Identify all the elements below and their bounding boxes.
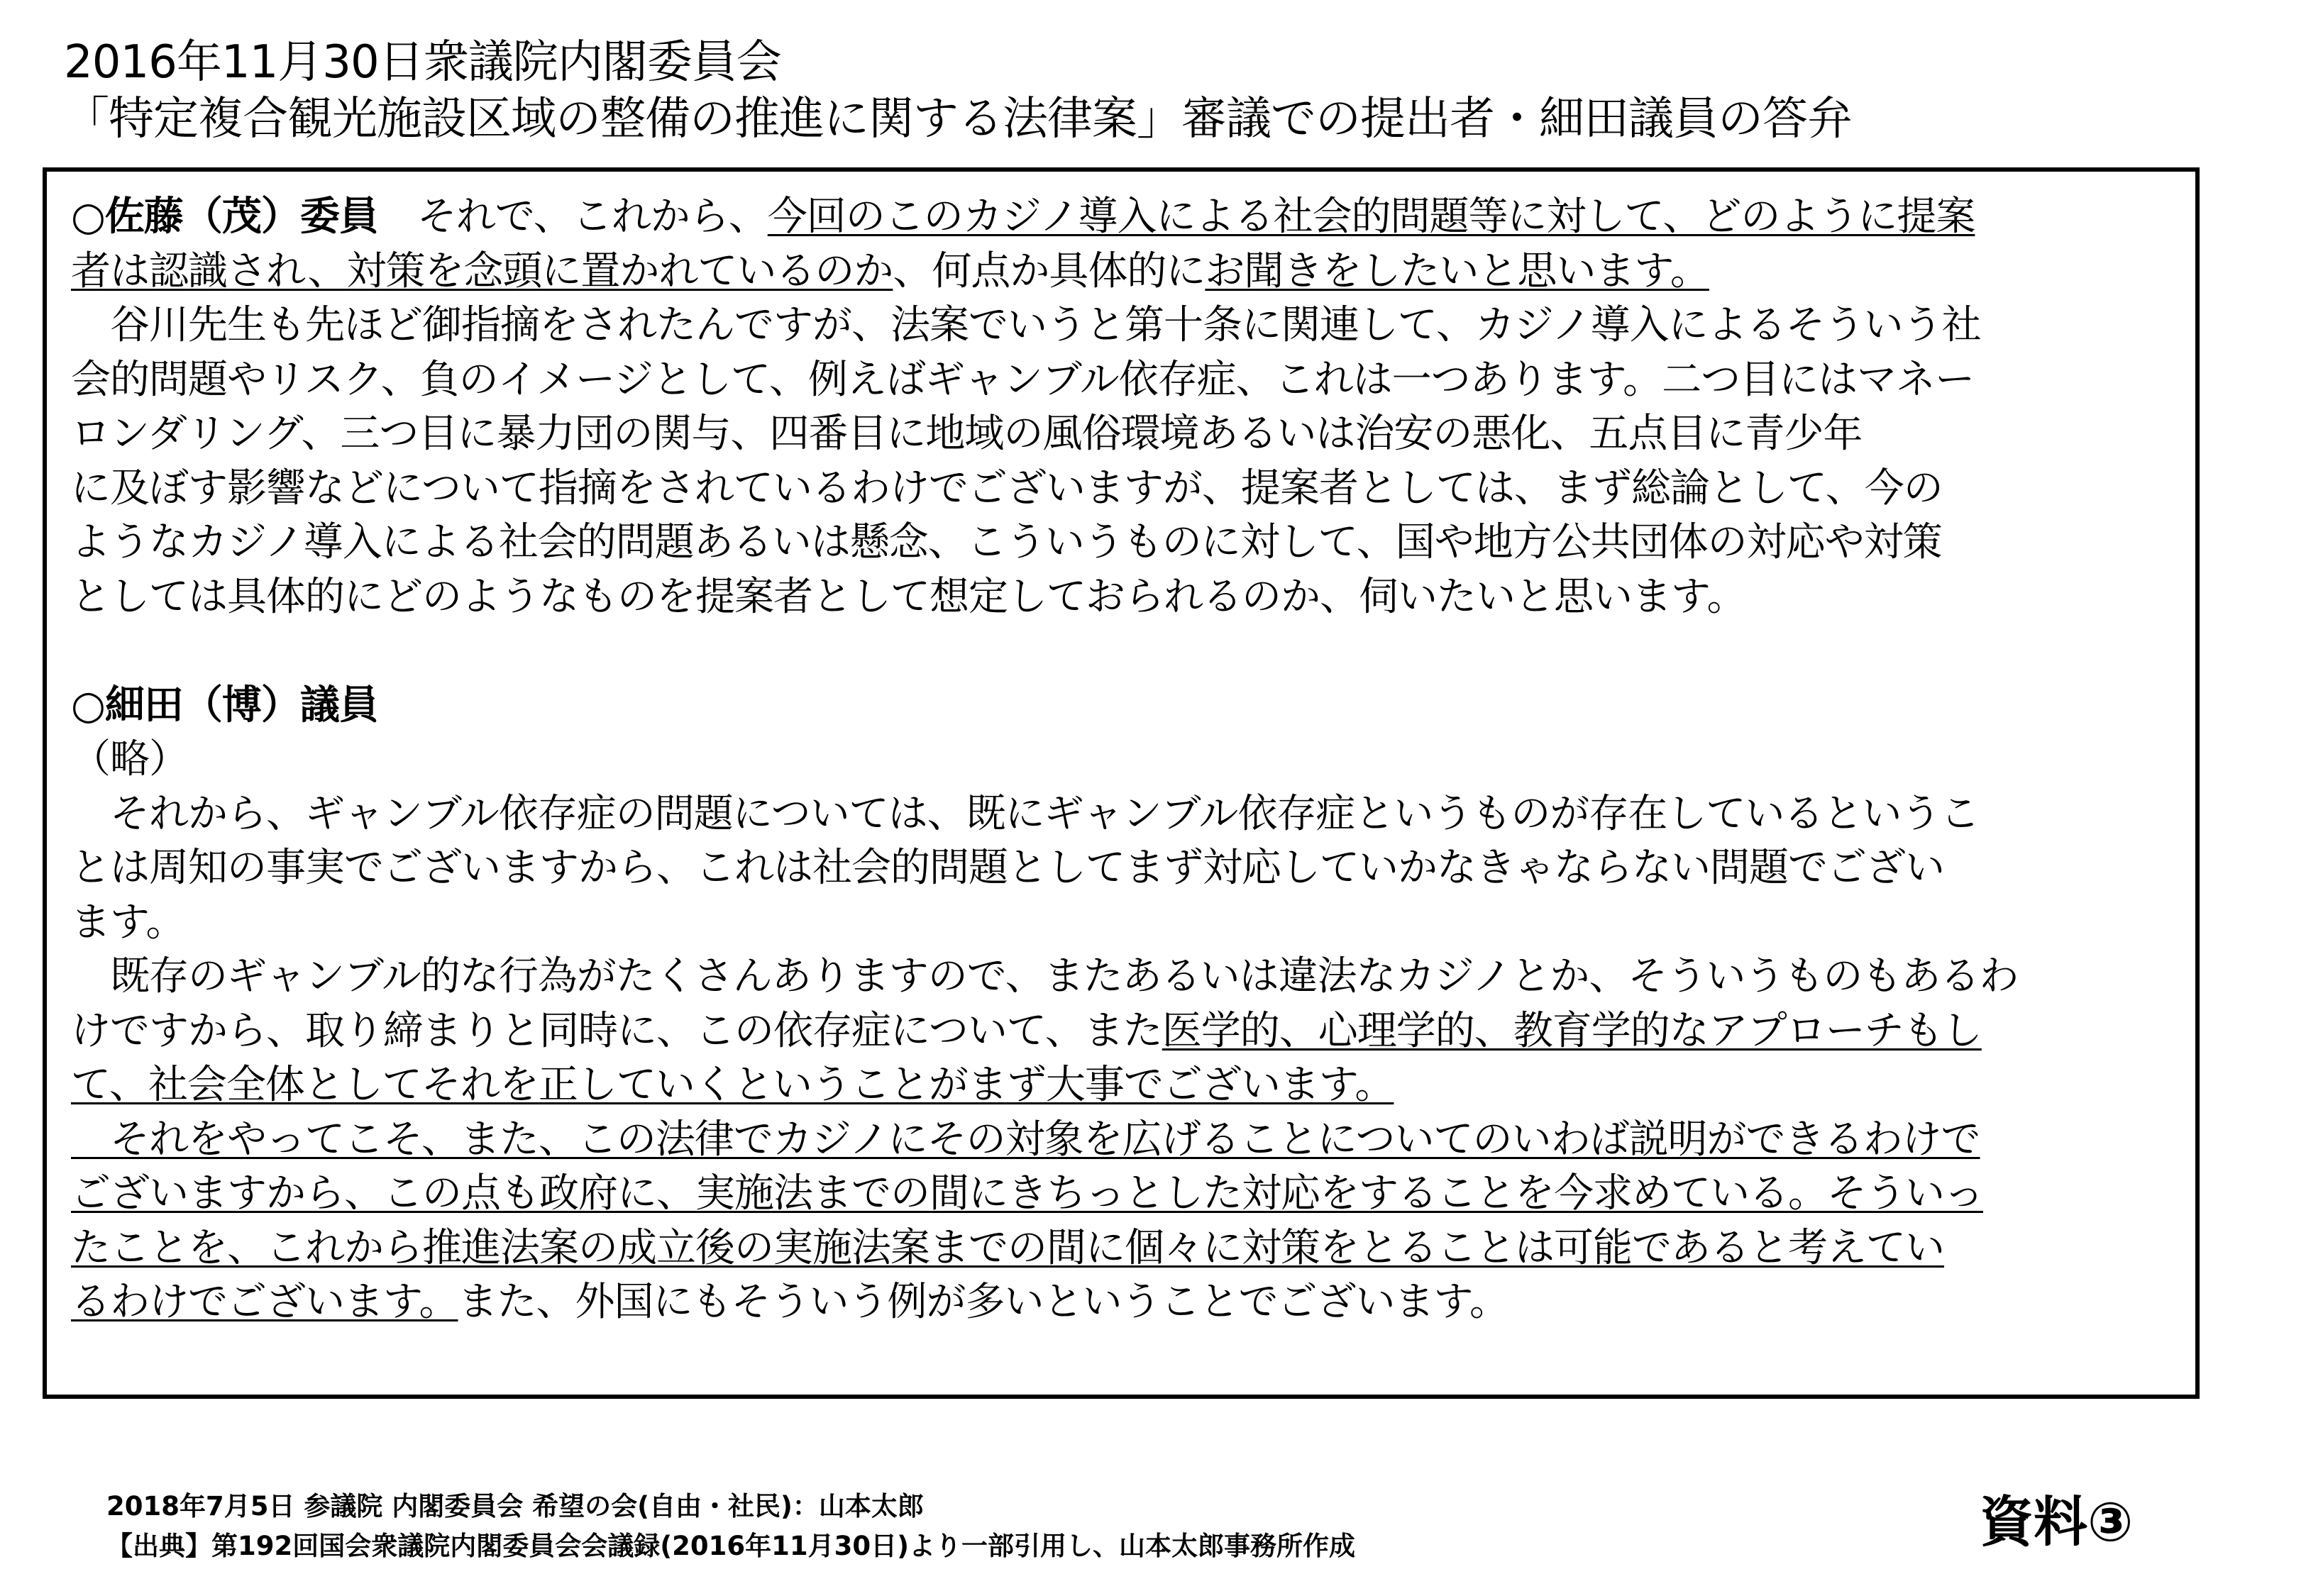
question-line-2 — [71, 245, 2171, 299]
answer-line-4: ます。 — [71, 899, 185, 946]
header-bill-title: 「特定複合観光施設区域の整備の推進に関する法律案」審議での提出者・細田議員の答弁 — [64, 93, 1852, 145]
footer-session-info: 2018年7月5日 参議院 内閣委員会 希望の会(自由・社民)：山本太郎 — [106, 1491, 924, 1522]
answer-line-7 — [71, 1058, 2171, 1113]
underlined-text: 今回のこのカジノ導入による社会的問題等に対して、どのように提案 — [767, 194, 1975, 240]
underlined-text: るわけでございます。 — [71, 1279, 458, 1325]
exhibit-label: 資料③ — [1980, 1490, 2134, 1553]
underlined-text: 医学的、心理学的、教育学的なアプローチもし — [1162, 1007, 1982, 1054]
footer-source: 【出典】第192回国会衆議院内閣委員会会議録(2016年11月30日)より一部引用し、山本太郎事務所作成 — [106, 1531, 1356, 1561]
answer-line-11 — [71, 1275, 2171, 1330]
answer-line-3: とは周知の事実でございますから、これは社会的問題としてまず対応していかなきゃならない問題でござい — [71, 845, 1944, 891]
answer-line-10 — [71, 1221, 2171, 1276]
spacer — [71, 624, 2171, 679]
answer-line-5: 既存のギャンブル的な行為がたくさんありますので、またあるいは違法なカジノとか、そういうものもあるわ — [71, 953, 2019, 999]
underlined-text: それをやってこそ、また、この法律でカジノにその対象を広げることについてのいわば説明ができるわけで — [71, 1116, 1980, 1163]
document-header — [64, 34, 2263, 148]
speaker-hosoda: ○細田（博）議員 — [71, 682, 378, 728]
document-footer — [106, 1487, 1355, 1566]
underlined-text: たことを、これから推進法案の成立後の実施法案までの間に個々に対策をとることは可能であると考えてい — [71, 1224, 1944, 1271]
speaker-sato: ○佐藤（茂）委員 — [71, 194, 378, 240]
underlined-text: て、社会全体としてそれを正していくということがまず大事でございます。 — [71, 1062, 1394, 1108]
answer-line-2: それから、ギャンブル依存症の問題については、既にギャンブル依存症というものが存在しているというこ — [71, 790, 1980, 837]
quote-box — [43, 167, 2200, 1399]
header-date-committee: 2016年11月30日衆議院内閣委員会 — [64, 36, 781, 89]
question-line-5: ロンダリング、三つ目に暴力団の関与、四番目に地域の風俗環境あるいは治安の悪化、五点目に青少年 — [71, 411, 1863, 457]
question-line-7: ようなカジノ導入による社会的問題あるいは懸念、こういうものに対して、国や地方公共団体の対応や対策 — [71, 519, 1942, 565]
question-line-1 — [71, 190, 2171, 245]
answer-line-1: （略） — [71, 736, 188, 782]
answer-text: また、外国にもそういう例が多いということでございます。 — [458, 1279, 1509, 1325]
question-line-4: 会的問題やリスク、負のイメージとして、例えばギャンブル依存症、これは一つあります。二つ目にはマネー — [71, 356, 1975, 403]
question-text: それで、これから、 — [377, 194, 768, 240]
answer-line-8 — [71, 1113, 2171, 1168]
answer-line-9 — [71, 1167, 2171, 1221]
underlined-text: 者は認識され、対策を念頭に置かれているのか — [71, 248, 893, 294]
underlined-text: ございますから、この点も政府に、実施法までの間にきちっとした対応をすることを今求めている。そういっ — [71, 1170, 1983, 1217]
underlined-text: お聞きをしたいと思います。 — [1205, 248, 1709, 294]
answer-line-6 — [71, 1004, 2171, 1059]
question-text: 、何点か具体的に — [893, 248, 1206, 294]
question-line-3: 谷川先生も先ほど御指摘をされたんですが、法案でいうと第十条に関連して、カジノ導入によるそういう社 — [71, 302, 1981, 348]
question-line-6: に及ぼす影響などについて指摘をされているわけでございますが、提案者としては、まず総論として、今の — [71, 465, 1943, 511]
answer-text: けですから、取り締まりと同時に、この依存症について、また — [71, 1007, 1162, 1054]
question-line-8: としては具体的にどのようなものを提案者として想定しておられるのか、伺いたいと思います。 — [71, 573, 1746, 620]
